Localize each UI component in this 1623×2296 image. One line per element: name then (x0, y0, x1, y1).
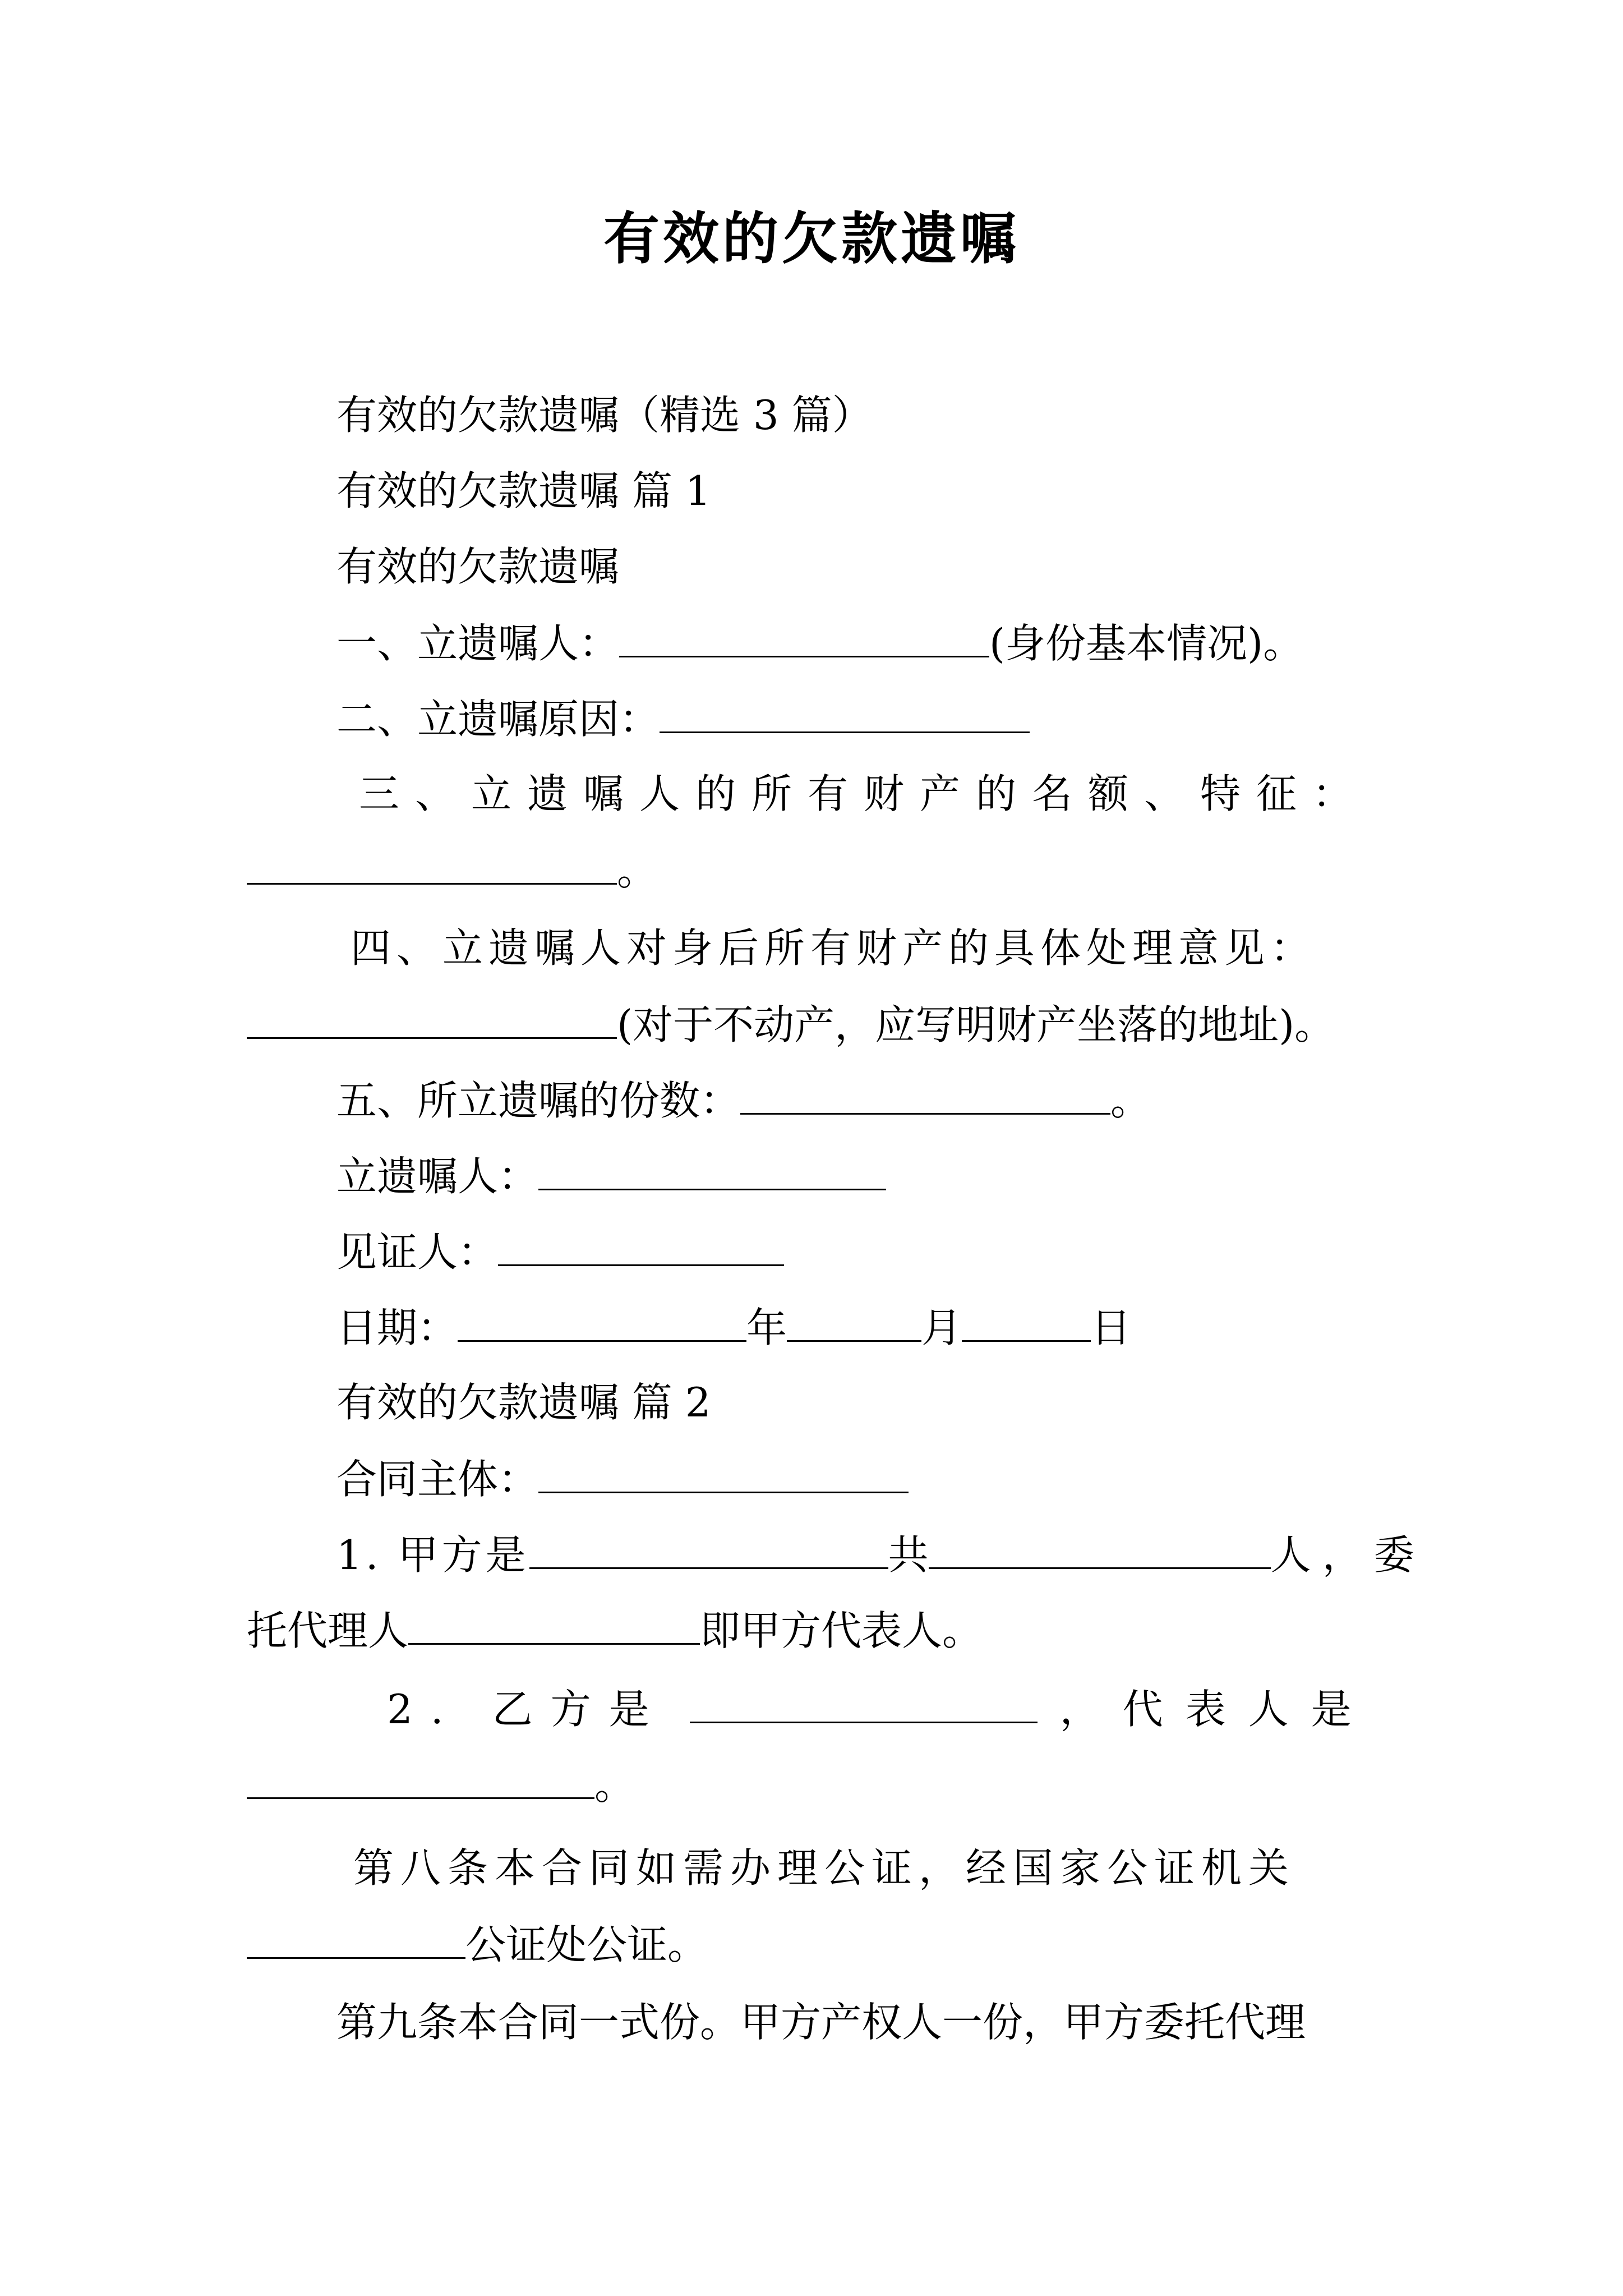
text-line (336, 1147, 886, 1204)
clause-text: (对于不动产，应写明财产坐落的地址)。 (617, 1001, 1335, 1048)
text-line (336, 614, 1303, 671)
blank-field[interactable] (247, 1916, 465, 1959)
clause-text: ，代表人是 (1059, 1686, 1374, 1733)
text-line (351, 920, 1316, 976)
clause-label: 合同主体： (336, 1456, 539, 1503)
clause-label: 托代理人 (247, 1607, 409, 1654)
clause-text: 公证处公证。 (465, 1921, 708, 1968)
text-line (359, 766, 1380, 822)
text-line (336, 690, 1030, 747)
blank-field[interactable] (498, 1223, 784, 1266)
month-label: 月 (921, 1304, 962, 1351)
document-subtitle: 有效的欠款遗嘱 (336, 543, 620, 590)
blank-field[interactable] (408, 1602, 700, 1645)
text-line (247, 841, 657, 899)
blank-field[interactable] (529, 1526, 888, 1569)
text-line (247, 1602, 983, 1659)
text-line (336, 1071, 1151, 1129)
year-label: 年 (746, 1304, 787, 1351)
blank-field[interactable] (740, 1071, 1110, 1115)
clause-text: 。 (594, 1761, 635, 1809)
text-line (247, 996, 1335, 1053)
blank-field[interactable] (247, 841, 617, 885)
clause-label: 1. 甲方是 (336, 1531, 529, 1579)
text-line (387, 1680, 1374, 1737)
text-line (336, 539, 619, 595)
text-line (336, 463, 711, 519)
clause-text: (身份基本情况)。 (989, 620, 1304, 667)
clause-label: 一、立遗嘱人： (336, 620, 620, 667)
article-eight: 第八条本合同如需办理公证，经国家公证机关 (353, 1844, 1296, 1892)
text-line (353, 1840, 1295, 1896)
document-title: 有效的欠款遗嘱 (603, 205, 1020, 272)
blank-field[interactable] (660, 690, 1030, 733)
blank-field[interactable] (929, 1526, 1271, 1569)
section-heading-1: 有效的欠款遗嘱 篇 1 (336, 467, 711, 514)
clause-label: 2. 乙方是 (387, 1686, 667, 1733)
text-line (336, 387, 873, 443)
clause-label: 四、立遗嘱人对身后所有财产的具体处理意见： (351, 924, 1317, 972)
text-line (336, 1374, 711, 1430)
clause-label: 三、立遗嘱人的所有财产的名额、特征： (359, 770, 1369, 817)
day-label: 日 (1091, 1304, 1132, 1351)
blank-field[interactable] (690, 1680, 1038, 1723)
text-line (336, 1299, 1131, 1356)
clause-text: 。 (1110, 1077, 1151, 1124)
blank-field[interactable] (619, 614, 989, 657)
text-line (247, 1756, 635, 1813)
blank-field[interactable] (458, 1299, 746, 1342)
text-line (336, 1450, 909, 1507)
clause-label: 五、所立遗嘱的份数： (336, 1077, 741, 1124)
blank-field[interactable] (247, 996, 617, 1039)
heading-collection: 有效的欠款遗嘱（精选 3 篇） (336, 392, 873, 439)
date-label: 日期： (336, 1304, 458, 1351)
clause-text: 人，委 (1270, 1531, 1426, 1579)
clause-label: 二、立遗嘱原因： (336, 696, 660, 743)
blank-field[interactable] (962, 1299, 1091, 1342)
blank-field[interactable] (247, 1756, 594, 1799)
signature-label: 立遗嘱人： (336, 1153, 539, 1200)
text-line (336, 1223, 784, 1280)
blank-field[interactable] (538, 1450, 909, 1493)
article-nine: 第九条本合同一式份。甲方产权人一份，甲方委托代理 (336, 1999, 1306, 2046)
witness-label: 见证人： (336, 1228, 499, 1276)
blank-field[interactable] (787, 1299, 921, 1342)
clause-text: 即甲方代表人。 (700, 1607, 983, 1654)
clause-text: 。 (617, 847, 658, 894)
section-heading-2: 有效的欠款遗嘱 篇 2 (336, 1379, 711, 1426)
text-line (247, 1916, 708, 1973)
text-line (336, 1526, 1426, 1583)
text-line (336, 1994, 1306, 2050)
clause-text: 共 (888, 1531, 929, 1579)
blank-field[interactable] (538, 1147, 886, 1190)
